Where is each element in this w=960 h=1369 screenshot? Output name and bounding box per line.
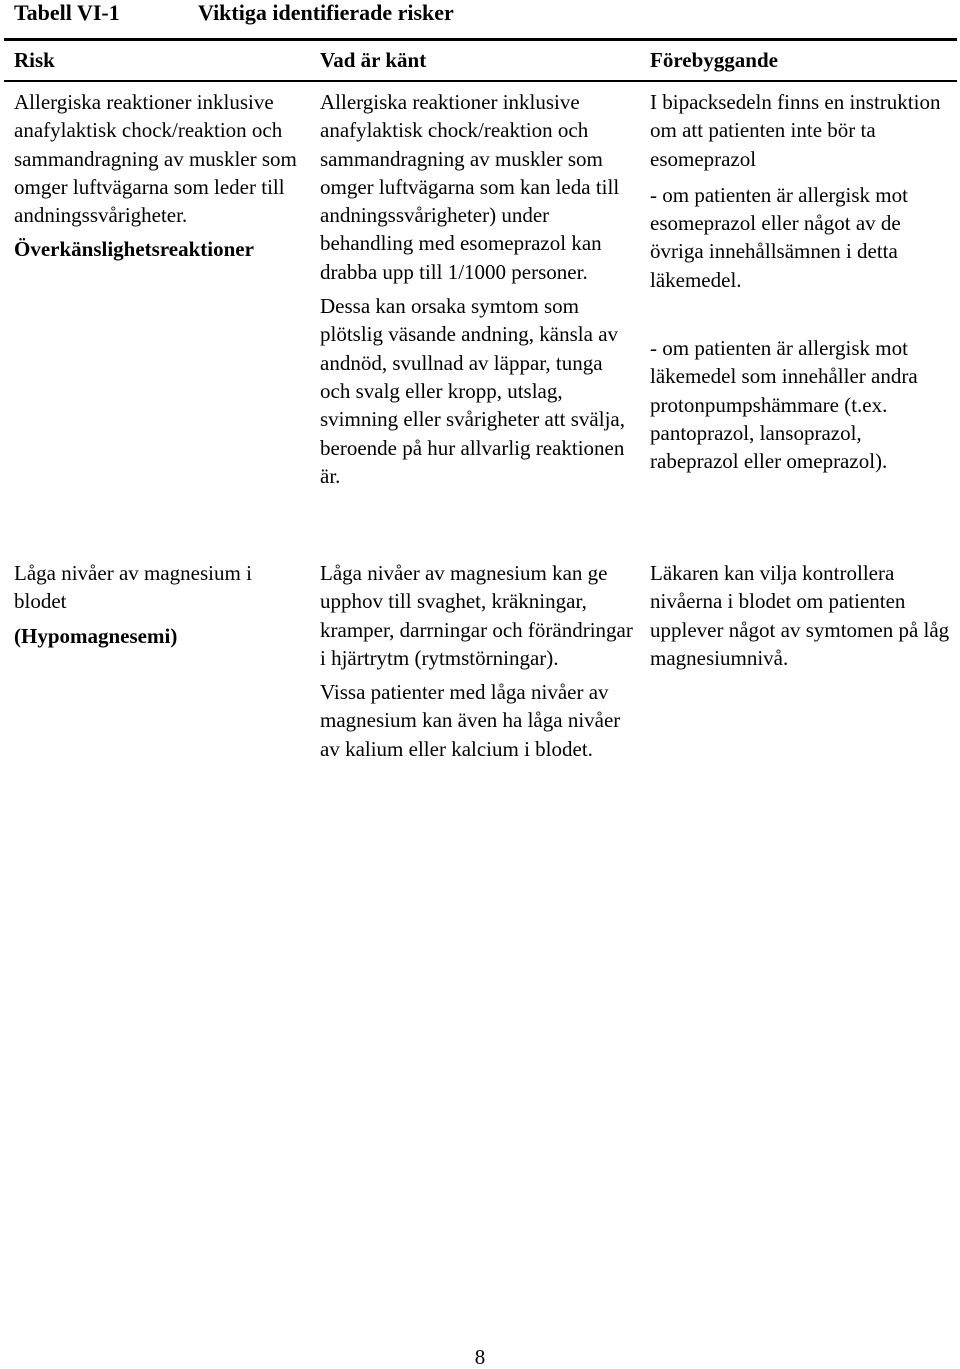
row-2-known-cell (320, 559, 635, 763)
row-1-prevention-para-2: - om patienten är allergisk mot esomeprazol eller något av de övriga innehållsämnen i detta läkemedel. (650, 182, 908, 292)
row-1-risk-text: Allergiska reaktioner inklusive anafylaktisk chock/reaktion och sammandragning av muskler som omger luftvägarna som leder till andningssvårigheter. (14, 90, 297, 228)
table-label: Tabell VI-1 (14, 0, 120, 25)
row-2-risk-term: (Hypomagnesemi) (14, 623, 178, 648)
row-2-risk-text: Låga nivåer av magnesium i blodet (14, 561, 252, 614)
row-1-known-para-1: Allergiska reaktioner inklusive anafylaktisk chock/reaktion och sammandragning av muskler som omger luftvägarna som kan leda till andningssvårigheter) under behandling med esomeprazol kan drabba upp till 1/1000 personer. (320, 90, 620, 284)
row-2-prevention-para-1: Läkaren kan vilja kontrollera nivåerna i blodet om patienten upplever något av symtomen på låg magnesiumnivå. (650, 561, 950, 670)
row-1-known-cell (320, 88, 635, 490)
row-1-prevention-para-1: I bipacksedeln finns en instruktion om att patienten inte bör ta esomeprazol (650, 90, 941, 171)
page-number: 8 (474, 1345, 486, 1369)
row-1-risk-cell (14, 88, 309, 264)
row-1-known-para-2: Dessa kan orsaka symtom som plötslig väsande andning, känsla av andnöd, svullnad av läppar, tunga och svalg eller kropp, utslag, svimning eller svårigheter att svälja, beroende på hur allvarlig reaktionen är. (320, 294, 625, 488)
column-header-prevention: Förebyggande (650, 48, 778, 72)
row-2-prevention-cell (650, 559, 950, 672)
row-2-known-para-2: Vissa patienter med låga nivåer av magnesium kan även ha låga nivåer av kalium eller kalcium i blodet. (320, 680, 621, 761)
column-header-known: Vad är känt (320, 48, 427, 72)
header-rule (4, 38, 957, 41)
row-2-risk-cell (14, 559, 309, 650)
row-1-prevention-cell (650, 88, 950, 476)
column-header-rule (4, 80, 957, 82)
row-2-known-para-1: Låga nivåer av magnesium kan ge upphov till svaghet, kräkningar, kramper, darrningar och förändringar i hjärtrytm (rytmstörningar). (320, 561, 633, 670)
column-header-risk: Risk (14, 48, 55, 72)
row-1-risk-term: Överkänslighetsreaktioner (14, 237, 254, 262)
row-1-prevention-para-3: - om patienten är allergisk mot läkemedel som innehåller andra protonpumpshämmare (t.ex. pantoprazol, lansoprazol, rabeprazol eller omeprazol). (650, 336, 918, 474)
table-title: Viktiga identifierade risker (198, 0, 454, 25)
